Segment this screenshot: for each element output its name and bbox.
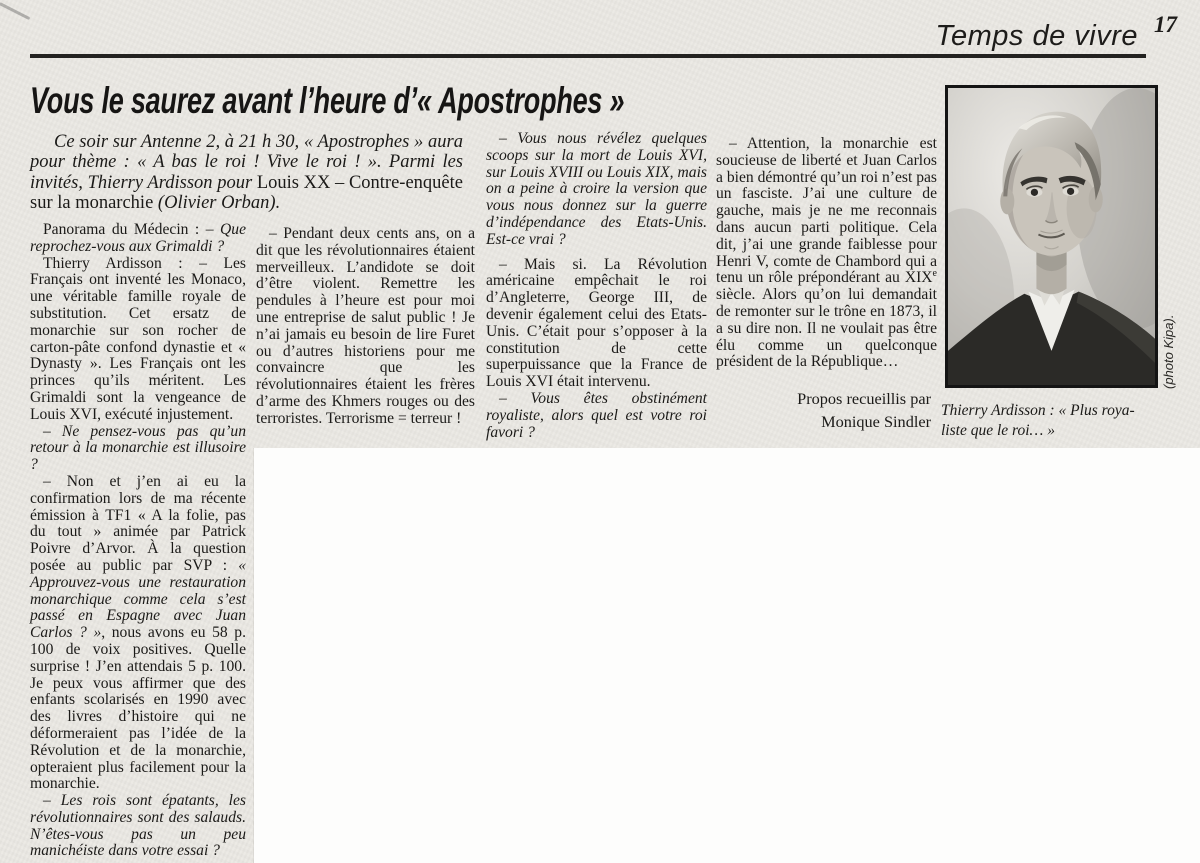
interview-question: – Les rois sont épatants, les révolutionnaires sont des salauds. N’êtes-vous pas un peu manichéiste dans votre essai ? — [30, 792, 246, 860]
interview-question: – Ne pensez-vous pas qu’un retour à la monarchie est illusoire ? — [30, 422, 246, 474]
interview-answer: – Attention, la monarchie est soucieuse de liberté et Juan Carlos a bien démontré qu’un roi n’est pas un fasciste. J’ai une culture de gauche, mais je ne me reconnais dans aucun parti politique. Cela dit, j’ai une grande faiblesse pour Henri V, comte de Chambord qui a tenu un rôle prépondérant au XIXe siècle. Alors qu’on lui demandait de remonter sur le trône en 1873, il a su dire non. Il ne voulait pas être élu comme un quelconque président de la République… — [716, 135, 937, 371]
article-column-2 — [256, 226, 475, 428]
interview-answer: – Mais si. La Révolution américaine empêchait le roi d’Angleterre, George III, de devenir également celui des Etats-Unis. C’était pour s’opposer à la constitution de cette superpuissance que la France de Louis XVI était intervenu. — [486, 255, 707, 391]
interview-answer: – Pendant deux cents ans, on a dit que les révolutionnaires étaient merveilleux. L’andidote se doit d’être violent. Remettre les pendules à l’heure est pour moi une entreprise de salut public ! Je n’ai jamais eu besoin de lire Furet ou d’autres historiens pour me convaincre que les révolutionnaires étaient les frères d’arme des Khmers rouges ou des terroristes. Terrorisme = terreur ! — [256, 225, 475, 427]
article-column-1 — [30, 222, 246, 860]
ardisson-portrait-photo — [945, 85, 1158, 388]
article-headline: Vous le saurez avant l’heure d’« Apostrophes » — [30, 80, 625, 121]
interview-question: Que reprochez-vous aux Grimaldi ? — [30, 221, 246, 255]
portrait-illustration — [948, 88, 1155, 385]
masthead-divider-rule — [30, 54, 1146, 58]
intro-publisher: (Olivier Orban). — [157, 193, 281, 214]
photo-credit: (photo Kipa). — [1161, 314, 1176, 389]
interview-question: – Vous êtes obstinément royaliste, alors quel est votre roi favori ? — [486, 389, 707, 441]
interviewer-name: Panorama du Médecin : – — [43, 221, 221, 238]
photo-caption — [941, 401, 1171, 440]
byline — [716, 387, 937, 433]
page-number: 17 — [1154, 12, 1177, 37]
ordinal-superscript: e — [932, 268, 937, 280]
photo-caption-line: Thierry Ardisson : « Plus roya- — [941, 402, 1135, 419]
article-paragraph: Thierry Ardisson : – Les Français ont inventé les Monaco, une véritable famille royale de substitution. Cet ersatz de monarchie sur son rocher de carton-pâte confond dynastie et « Dynasty ». Les Français ont les princes qu’ils méritent. Les Grimaldi sont la vengeance de Louis XVI, exécuté injustement. — [30, 254, 246, 423]
poll-question-quote: « Approuvez-vous une restauration monarchique comme cela s’est passé en Espagne avec Juan Carlos ? » — [30, 556, 246, 642]
section-header: Temps de vivre — [935, 20, 1138, 52]
article-paragraph — [30, 222, 246, 256]
byline-author-name: Monique Sindler — [821, 412, 931, 432]
article-paragraph: – Non et j’en ai eu la confirmation lors de ma récente émission à TF1 « A la folie, pas du tout » animée par Patrick Poivre d’Arvor. À la question posée au public par SVP : « Approuvez-vous une restauration monarchique comme cela s’est passé en Espagne avec Juan Carlos ? », nous avons eu 58 p. 100 de voix positives. Quelle surprise ! J’en attendais 5 p. 100. Je peux vous affirmer que des enfants scolarisés en 1990 avec des livres d’histoire qui ne déformeraient pas l’idée de la Révolution et de la monarchie, opteraient plus facilement pour la monarchie. — [30, 472, 246, 793]
intro-book-title: Louis XX – Contre-enquête sur la monarchie — [30, 172, 463, 214]
article-column-3 — [486, 131, 707, 441]
interview-question: – Vous nous révélez quelques scoops sur la mort de Louis XVI, sur Louis XVIII ou Louis XIX, mais on a peine à croire la version que vous nous donnez sur la guerre d’indépendance des Etats-Unis. Est-ce vrai ? — [486, 130, 707, 248]
intro-text-italic: Ce soir sur Antenne 2, à 21 h 30, « Apostrophes » aura pour thème : « A bas le roi ! Vive le roi ! ». Parmi les invités, Thierry Ardisson pour — [30, 132, 463, 193]
byline-credit-line: Propos recueillis par — [797, 389, 931, 409]
article-intro — [30, 132, 463, 214]
article-column-4 — [716, 136, 937, 433]
photo-caption-line: liste que le roi… » — [941, 421, 1055, 439]
